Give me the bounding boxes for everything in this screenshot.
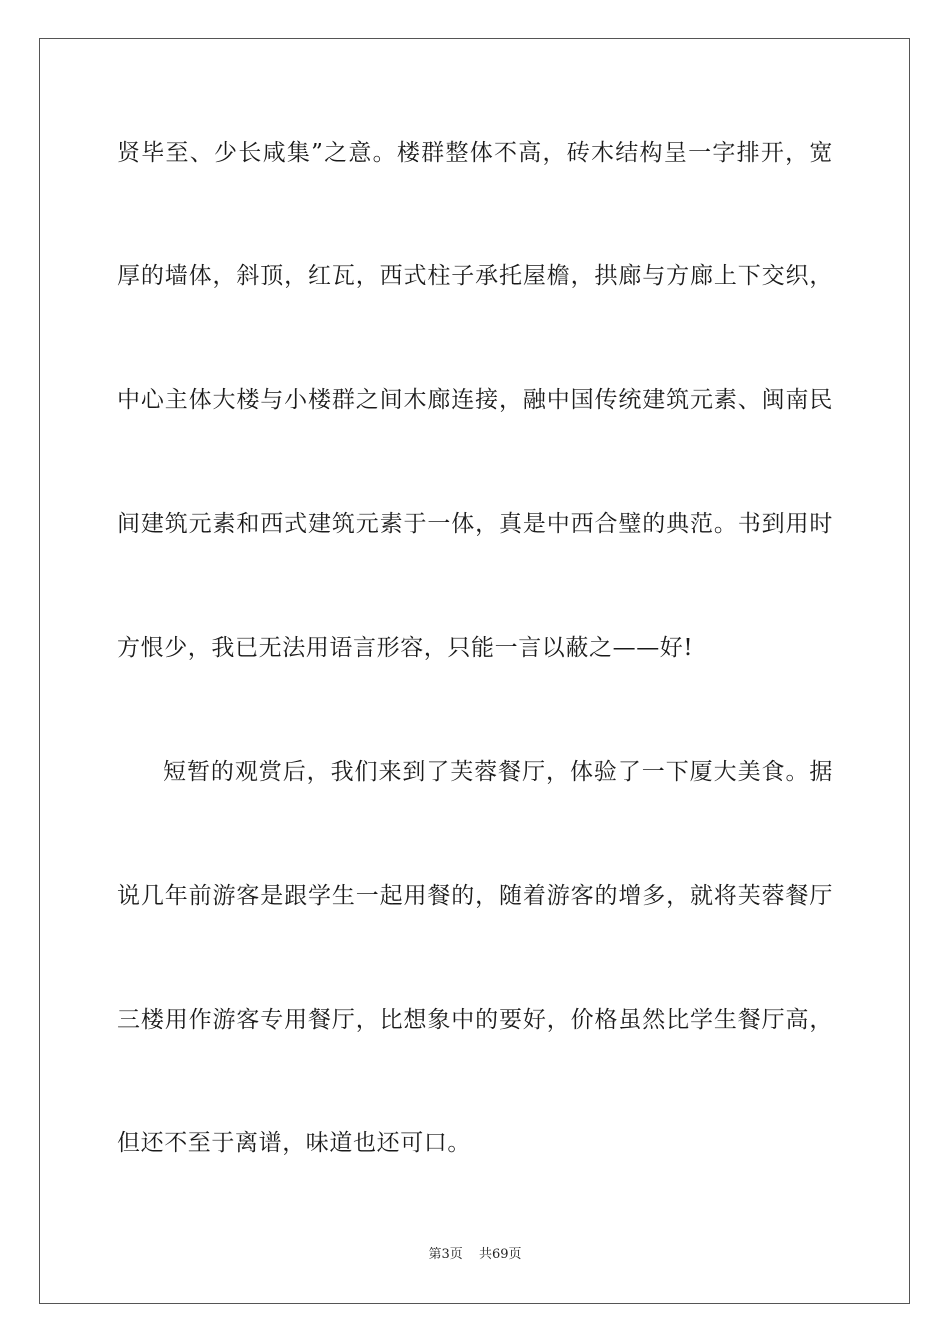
paragraph-line: 间建筑元素和西式建筑元素于一体，真是中西合璧的典范。书到用时 xyxy=(117,511,833,537)
paragraph-line: 短暂的观赏后，我们来到了芙蓉餐厅，体验了一下厦大美食。据 xyxy=(163,759,833,785)
page-border xyxy=(39,38,910,1304)
paragraph-line: 厚的墙体，斜顶，红瓦，西式柱子承托屋檐，拱廊与方廊上下交织， xyxy=(117,263,833,289)
paragraph-line: 但还不至于离谱，味道也还可口。 xyxy=(117,1130,471,1156)
page-number: 第3页 xyxy=(428,1247,463,1262)
paragraph-line: 三楼用作游客专用餐厅，比想象中的要好，价格虽然比学生餐厅高， xyxy=(117,1007,833,1033)
paragraph-line: 中心主体大楼与小楼群之间木廊连接，融中国传统建筑元素、闽南民 xyxy=(117,387,833,413)
paragraph-line: 说几年前游客是跟学生一起用餐的，随着游客的增多，就将芙蓉餐厅 xyxy=(117,883,833,909)
page-footer xyxy=(0,1246,950,1264)
paragraph-line: 贤毕至、少长咸集”之意。楼群整体不高，砖木结构呈一字排开，宽 xyxy=(117,140,833,166)
page-total: 共69页 xyxy=(478,1247,522,1262)
paragraph-line: 方恨少，我已无法用语言形容，只能一言以蔽之——好! xyxy=(117,635,694,661)
